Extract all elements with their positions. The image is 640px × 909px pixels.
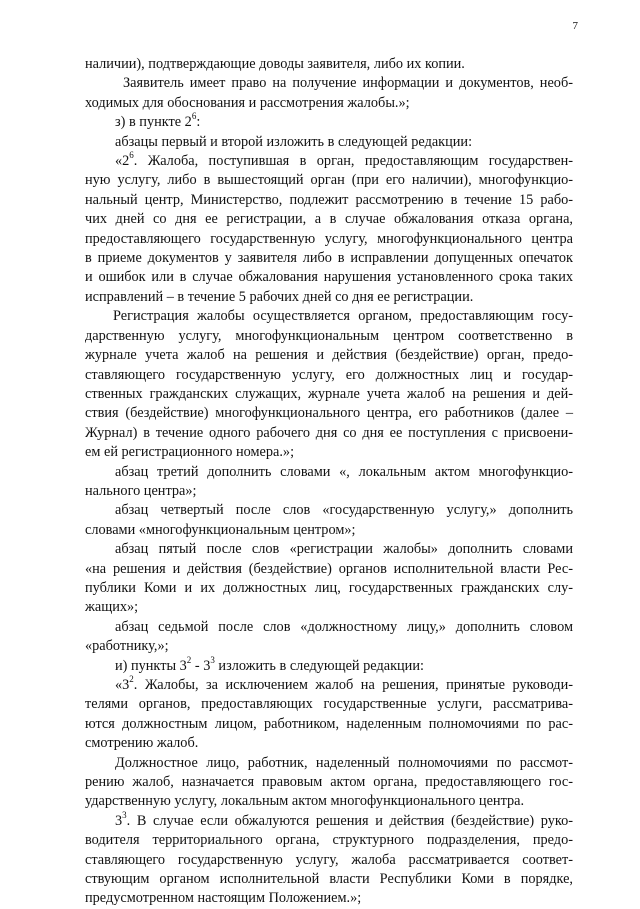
text-line bbox=[85, 579, 573, 598]
line-text: предусмотренном настоящим Положением.»; bbox=[85, 890, 362, 907]
line-text: ем ей регистрационного номера.»; bbox=[85, 444, 295, 461]
line-text: публики Коми и их должностных лиц, государственных гражданских слу- bbox=[85, 579, 573, 596]
text-line bbox=[85, 654, 573, 676]
line-text: телями органов, предоставляющих государственные услуги, рассматрива- bbox=[85, 696, 573, 713]
line-text: Заявитель имеет право на получение информации и документов, необ- bbox=[123, 75, 573, 92]
line-text: и) пункты 3 bbox=[115, 657, 187, 674]
line-text: исправлений – в течение 5 рабочих дней со дня ее регистрации. bbox=[85, 288, 474, 305]
text-line bbox=[85, 249, 573, 268]
line-text: ударственную услугу, локальным актом многофункционального центра. bbox=[85, 793, 525, 810]
text-line bbox=[85, 424, 573, 443]
text-line bbox=[85, 598, 573, 617]
line-text: . Жалобы, за исключением жалоб на решения, принятые руководи- bbox=[133, 677, 573, 693]
line-text: водителя территориального органа, структурного подразделения, предо- bbox=[85, 832, 573, 849]
text-line bbox=[85, 734, 573, 753]
line-text: абзац седьмой после слов «должностному лицу,» дополнить словом bbox=[115, 618, 573, 635]
line-text: наличии), подтверждающие доводы заявителя, либо их копии. bbox=[85, 56, 465, 72]
text-line bbox=[85, 870, 573, 889]
line-text: жащих»; bbox=[85, 599, 139, 616]
line-text: ствующим органом исполнительной власти Республики Коми в порядке, bbox=[85, 871, 573, 888]
text-line bbox=[85, 792, 573, 811]
line-text: «на решения и действия (бездействие) органов исполнительной власти Рес- bbox=[85, 560, 573, 577]
line-text: з) в пункте 2 bbox=[115, 114, 192, 131]
text-line bbox=[85, 268, 573, 287]
line-text: Должностное лицо, работник, наделенный полномочиями по рассмот- bbox=[115, 754, 573, 771]
line-text: дарственную услугу, многофункциональным центром соответственно в bbox=[85, 327, 573, 344]
line-text: - 3 bbox=[191, 657, 211, 674]
text-line bbox=[85, 773, 573, 792]
line-text: ствия (бездействие) многофункционального центра, его работников (далее – bbox=[85, 405, 573, 422]
line-text: . В случае если обжалуются решения и действия (бездействие) руко- bbox=[126, 812, 573, 829]
text-line bbox=[85, 482, 573, 501]
line-text: абзац пятый после слов «регистрации жалобы» дополнить словами bbox=[115, 541, 573, 558]
text-line bbox=[85, 560, 573, 579]
text-line bbox=[85, 133, 573, 152]
text-line bbox=[85, 443, 573, 462]
superscript: 2 bbox=[129, 674, 134, 685]
line-text: абзац третий дополнить словами «, локальным актом многофункцио- bbox=[115, 463, 573, 480]
page-number: 7 bbox=[572, 20, 578, 32]
text-line bbox=[85, 74, 573, 93]
text-line bbox=[85, 404, 573, 423]
text-line bbox=[85, 695, 573, 714]
text-line bbox=[85, 618, 573, 637]
text-line bbox=[85, 55, 573, 74]
text-line bbox=[85, 851, 573, 870]
superscript: 6 bbox=[129, 150, 134, 161]
text-line bbox=[85, 385, 573, 404]
line-text: абзацы первый и второй изложить в следующей редакции: bbox=[115, 133, 473, 150]
line-text: Журнал) в течение одного рабочего дня со дня ее поступления с присвоени- bbox=[85, 424, 573, 441]
superscript: 3 bbox=[122, 810, 127, 821]
superscript: 3 bbox=[210, 654, 215, 665]
text-line bbox=[85, 171, 573, 190]
text-line bbox=[85, 637, 573, 656]
line-text: нального центра»; bbox=[85, 482, 197, 499]
line-text: ставляющего государственную услугу, его должностных лиц и государ- bbox=[85, 366, 573, 383]
line-text: изложить в следующей редакции: bbox=[214, 657, 424, 674]
text-line bbox=[85, 521, 573, 540]
text-line bbox=[85, 501, 573, 520]
line-text: «3 bbox=[115, 677, 130, 693]
line-text: и ошибок или в случае обжалования нарушения установленного срока таких bbox=[85, 269, 573, 286]
text-line bbox=[85, 94, 573, 113]
text-line bbox=[85, 463, 573, 482]
text-line bbox=[85, 676, 573, 695]
line-text: ственных гражданских служащих, журнале учета жалоб на решения и дей- bbox=[85, 385, 573, 402]
superscript: 6 bbox=[191, 111, 197, 122]
line-text: 3 bbox=[115, 812, 123, 829]
text-line bbox=[85, 812, 573, 831]
text-line bbox=[85, 230, 573, 249]
text-line bbox=[85, 754, 573, 773]
superscript: 2 bbox=[186, 654, 192, 665]
text-line bbox=[85, 327, 573, 346]
line-text: нальный центр, Министерство, подлежит рассмотрению в течение 15 рабо- bbox=[85, 191, 573, 208]
text-line bbox=[85, 307, 573, 326]
text-line bbox=[85, 113, 573, 132]
line-text: смотрению жалоб. bbox=[85, 735, 199, 752]
line-text: Регистрация жалобы осуществляется органом, предоставляющим госу- bbox=[113, 308, 573, 325]
line-text: «2 bbox=[115, 153, 130, 170]
line-text: в приеме документов у заявителя либо в исправлении допущенных опечаток bbox=[85, 250, 573, 267]
text-line bbox=[85, 540, 573, 559]
line-text: : bbox=[196, 114, 201, 131]
line-text: . Жалоба, поступившая в орган, предоставляющим государствен- bbox=[133, 153, 573, 170]
line-text: рению жалоб, назначается правовым актом органа, предоставляющего гос- bbox=[85, 774, 573, 791]
text-line bbox=[85, 715, 573, 734]
text-line bbox=[85, 152, 573, 171]
line-text: ются должностным лицом, работником, наделенным полномочиями по рас- bbox=[85, 715, 573, 732]
document-body bbox=[85, 55, 573, 909]
line-text: ставляющего государственную услугу, жалоба рассматривается соответ- bbox=[85, 851, 573, 868]
text-line bbox=[85, 831, 573, 850]
line-text: абзац четвертый после слов «государственную услугу,» дополнить bbox=[115, 502, 573, 519]
line-text: ходимых для обоснования и рассмотрения жалобы.»; bbox=[85, 94, 410, 111]
line-text: чих дней со дня ее регистрации, а в случае обжалования отказа органа, bbox=[85, 211, 573, 228]
line-text: «работнику,»; bbox=[85, 638, 169, 655]
text-line bbox=[85, 191, 573, 210]
line-text: ную услугу, либо в вышестоящий орган (при его наличии), многофункцио- bbox=[85, 172, 573, 189]
text-line bbox=[85, 288, 573, 307]
line-text: журнале учета жалоб на решения и действия (бездействие) орган, предо- bbox=[85, 347, 573, 364]
text-line bbox=[85, 210, 573, 229]
line-text: предоставляющего государственную услугу, многофункционального центра bbox=[85, 230, 573, 247]
text-line bbox=[85, 366, 573, 385]
line-text: словами «многофункциональным центром»; bbox=[85, 521, 356, 538]
text-line bbox=[85, 346, 573, 365]
text-line bbox=[85, 889, 573, 908]
